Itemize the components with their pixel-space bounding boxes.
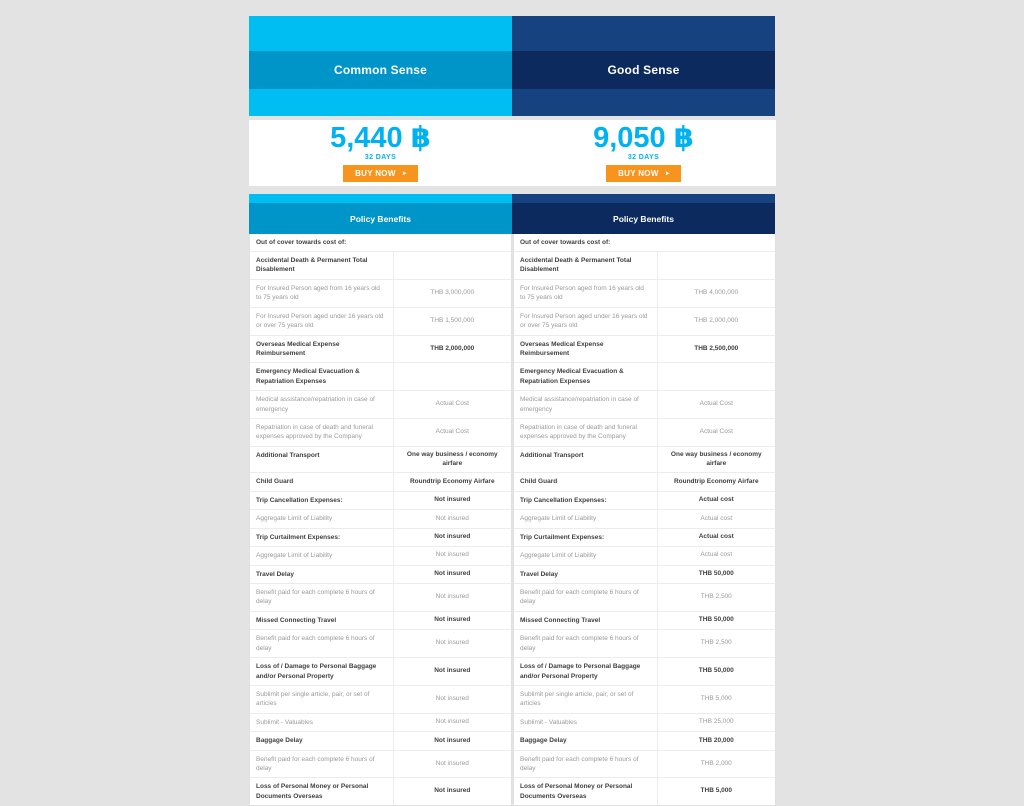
table-row: [250, 751, 511, 779]
table-row: [250, 714, 511, 732]
benefit-label: For Insured Person aged from 16 years old to 75 years old: [250, 280, 394, 307]
benefit-value: THB 5,000: [700, 787, 732, 795]
benefit-label: Sublimit per single article, pair, or set of articles: [514, 686, 658, 713]
policy-benefits-title: Policy Benefits: [350, 213, 411, 224]
benefit-value: THB 3,000,000: [430, 288, 475, 296]
table-row: [250, 686, 511, 714]
table-intro-row: Out of cover towards cost of:: [514, 234, 775, 252]
benefit-label: Loss of Personal Money or Personal Documents Overseas: [250, 778, 394, 805]
benefit-label: Aggregate Limit of Liability: [250, 510, 394, 527]
price-panel-good-sense: [512, 120, 775, 186]
benefit-label: Overseas Medical Expense Reimbursement: [514, 336, 658, 363]
price-amount: 5,440 ฿: [330, 122, 431, 154]
price-row: [249, 120, 776, 186]
benefit-label: Benefit paid for each complete 6 hours of delay: [250, 630, 394, 657]
benefit-label: For Insured Person aged from 16 years old to 75 years old: [514, 280, 658, 307]
table-row: [250, 547, 511, 565]
benefit-value: Not insured: [435, 593, 469, 600]
benefit-value: THB 50,000: [698, 667, 734, 675]
arrow-right-icon: ►: [664, 170, 671, 177]
buy-now-label: BUY NOW: [355, 169, 396, 178]
plan-title-band: [512, 51, 775, 89]
policy-benefits-header-common-sense: [249, 194, 512, 234]
benefit-label: Accidental Death & Permanent Total Disablement: [250, 252, 394, 279]
benefit-value: Not insured: [435, 551, 469, 559]
table-row: [250, 529, 511, 547]
benefit-label: Loss of / Damage to Personal Baggage and/or Personal Property: [250, 658, 394, 685]
table-row: [250, 658, 511, 686]
benefit-label: Child Guard: [250, 473, 394, 490]
benefit-label: Child Guard: [514, 473, 658, 490]
benefit-tables: [249, 234, 776, 806]
benefit-value: Not insured: [435, 718, 469, 726]
benefit-label: Benefit paid for each complete 6 hours of delay: [514, 751, 658, 778]
benefit-label: Trip Curtailment Expenses:: [250, 529, 394, 546]
benefit-value: Actual Cost: [435, 400, 469, 408]
benefit-label: Additional Transport: [250, 447, 394, 473]
table-row: [514, 391, 775, 419]
table-row: [250, 510, 511, 528]
plan-title: Common Sense: [333, 63, 428, 77]
benefit-label: Overseas Medical Expense Reimbursement: [250, 336, 394, 363]
table-row: [250, 584, 511, 612]
benefit-value: [658, 252, 775, 279]
table-rows: [514, 252, 775, 805]
benefit-value: Not insured: [435, 639, 469, 647]
benefit-label: Sublimit - Valuables: [250, 714, 394, 731]
buy-now-button-common-sense[interactable]: [343, 165, 418, 182]
table-row: [514, 419, 775, 447]
benefit-label: Trip Curtailment Expenses:: [514, 529, 658, 546]
table-row: [250, 732, 511, 750]
benefit-label: Baggage Delay: [514, 732, 658, 749]
benefit-value: Not insured: [434, 667, 471, 675]
benefit-value: Not insured: [434, 533, 471, 541]
benefit-value: THB 5,000: [700, 694, 732, 702]
benefit-value: Actual cost: [700, 551, 733, 559]
table-row: [514, 686, 775, 714]
benefit-label: Benefit paid for each complete 6 hours of delay: [514, 584, 658, 611]
benefit-value: Not insured: [434, 616, 471, 624]
benefit-label: Trip Cancellation Expenses:: [250, 492, 394, 509]
table-row: [514, 751, 775, 779]
table-row: [514, 363, 775, 391]
table-row: [250, 630, 511, 658]
benefit-label: Benefit paid for each complete 6 hours of delay: [250, 751, 394, 778]
benefit-value: THB 50,000: [698, 569, 734, 577]
benefit-label: Repatriation in case of death and funeral expenses approved by the Company: [250, 419, 394, 446]
benefit-label: Repatriation in case of death and funeral expenses approved by the Company: [514, 419, 658, 446]
benefit-value: One way business / economy airfare: [670, 450, 762, 467]
plan-comparison: [249, 16, 776, 806]
benefit-label: Benefit paid for each complete 6 hours of delay: [514, 630, 658, 657]
table-row: [250, 419, 511, 447]
benefit-label: Trip Cancellation Expenses:: [514, 492, 658, 509]
benefit-label: Travel Delay: [514, 566, 658, 583]
table-row: [514, 447, 775, 474]
price-panel-common-sense: [249, 120, 512, 186]
benefit-value: [394, 363, 511, 390]
benefit-label: For Insured Person aged under 16 years old or over 75 years old: [514, 308, 658, 335]
table-intro-row: Out of cover towards cost of:: [250, 234, 511, 252]
table-row: [250, 391, 511, 419]
benefit-label: Baggage Delay: [250, 732, 394, 749]
table-row: [250, 336, 511, 364]
benefit-value: Not insured: [434, 736, 471, 744]
table-row: [250, 252, 511, 280]
table-rows: [250, 252, 511, 805]
duration-label: 32 DAYS: [627, 154, 660, 161]
table-row: [250, 447, 511, 474]
benefit-value: Roundtrip Economy Airfare: [409, 477, 495, 485]
plan-header-good-sense: [512, 16, 775, 116]
table-row: [514, 336, 775, 364]
table-row: [514, 547, 775, 565]
benefit-label: For Insured Person aged under 16 years old or over 75 years old: [250, 308, 394, 335]
benefit-label: Missed Connecting Travel: [514, 612, 658, 629]
benefit-label: Sublimit - Valuables: [514, 714, 658, 731]
policy-benefits-headers: [249, 186, 776, 234]
price-amount: 9,050 ฿: [593, 122, 694, 154]
benefit-value: Actual Cost: [699, 428, 733, 436]
benefit-value: Actual cost: [698, 533, 734, 541]
table-row: [514, 308, 775, 336]
benefit-value: Actual Cost: [699, 400, 733, 408]
buy-now-label: BUY NOW: [618, 169, 659, 178]
table-row: [250, 566, 511, 584]
benefit-value: Roundtrip Economy Airfare: [673, 477, 759, 485]
benefit-value: One way business / economy airfare: [406, 450, 498, 467]
benefit-value: Actual cost: [698, 496, 734, 504]
benefit-label: Emergency Medical Evacuation & Repatriation Expenses: [514, 363, 658, 390]
benefit-value: Not insured: [435, 694, 469, 702]
table-row: [514, 714, 775, 732]
benefit-label: Medical assistance/repatriation in case of emergency: [250, 391, 394, 418]
benefit-label: Missed Connecting Travel: [250, 612, 394, 629]
table-row: [514, 566, 775, 584]
plan-title-band: [249, 51, 512, 89]
benefit-label: Aggregate Limit of Liability: [250, 547, 394, 564]
plan-headers: [249, 16, 776, 116]
benefit-label: Aggregate Limit of Liability: [514, 510, 658, 527]
duration-label: 32 DAYS: [364, 154, 397, 161]
benefit-value: [658, 363, 775, 390]
table-row: [250, 363, 511, 391]
benefits-table-common-sense: [249, 234, 512, 806]
policy-benefits-band: [249, 203, 512, 234]
benefit-value: Actual Cost: [435, 428, 469, 436]
table-row: [250, 778, 511, 805]
benefit-value: THB 50,000: [698, 616, 734, 624]
benefit-value: Actual cost: [700, 514, 733, 522]
benefit-label: Medical assistance/repatriation in case of emergency: [514, 391, 658, 418]
plan-header-common-sense: [249, 16, 512, 116]
benefit-value: THB 4,000,000: [694, 288, 739, 296]
policy-benefits-band: [512, 203, 775, 234]
table-row: [514, 252, 775, 280]
benefit-value: THB 2,500: [700, 639, 732, 647]
table-row: [514, 473, 775, 491]
benefit-value: THB 2,000,000: [694, 316, 739, 324]
table-row: [250, 280, 511, 308]
benefit-label: Loss of Personal Money or Personal Documents Overseas: [514, 778, 658, 805]
benefit-value: Not insured: [434, 496, 471, 504]
buy-now-button-good-sense[interactable]: [606, 165, 681, 182]
benefit-value: Not insured: [435, 759, 469, 767]
policy-benefits-title: Policy Benefits: [613, 213, 674, 224]
table-row: [514, 658, 775, 686]
benefit-value: THB 20,000: [698, 736, 734, 744]
policy-benefits-header-good-sense: [512, 194, 775, 234]
table-row: [250, 492, 511, 510]
benefit-value: THB 1,500,000: [430, 316, 475, 324]
table-row: [514, 492, 775, 510]
benefit-value: Not insured: [434, 569, 471, 577]
benefit-label: Loss of / Damage to Personal Baggage and/or Personal Property: [514, 658, 658, 685]
benefit-value: THB 2,500,000: [694, 344, 739, 352]
benefit-label: Emergency Medical Evacuation & Repatriation Expenses: [250, 363, 394, 390]
table-row: [514, 280, 775, 308]
benefit-label: Accidental Death & Permanent Total Disablement: [514, 252, 658, 279]
benefit-label: Sublimit per single article, pair, or set of articles: [250, 686, 394, 713]
benefit-value: Not insured: [434, 787, 471, 795]
benefit-value: THB 2,000,000: [430, 344, 475, 352]
benefit-label: Travel Delay: [250, 566, 394, 583]
table-row: [514, 612, 775, 630]
table-row: [250, 612, 511, 630]
table-row: [514, 732, 775, 750]
benefits-table-good-sense: [513, 234, 776, 806]
benefit-value: THB 25,000: [698, 718, 734, 726]
table-row: [514, 529, 775, 547]
table-row: [250, 473, 511, 491]
table-row: [514, 510, 775, 528]
benefit-value: THB 2,000: [700, 759, 732, 767]
benefit-value: [394, 252, 511, 279]
benefit-label: Benefit paid for each complete 6 hours of delay: [250, 584, 394, 611]
benefit-value: THB 2,500: [700, 593, 732, 600]
table-row: [514, 584, 775, 612]
table-row: [514, 630, 775, 658]
benefit-label: Aggregate Limit of Liability: [514, 547, 658, 564]
plan-title: Good Sense: [607, 63, 680, 77]
table-row: [514, 778, 775, 805]
table-row: [250, 308, 511, 336]
arrow-right-icon: ►: [401, 170, 408, 177]
benefit-label: Additional Transport: [514, 447, 658, 473]
benefit-value: Not insured: [435, 514, 469, 522]
